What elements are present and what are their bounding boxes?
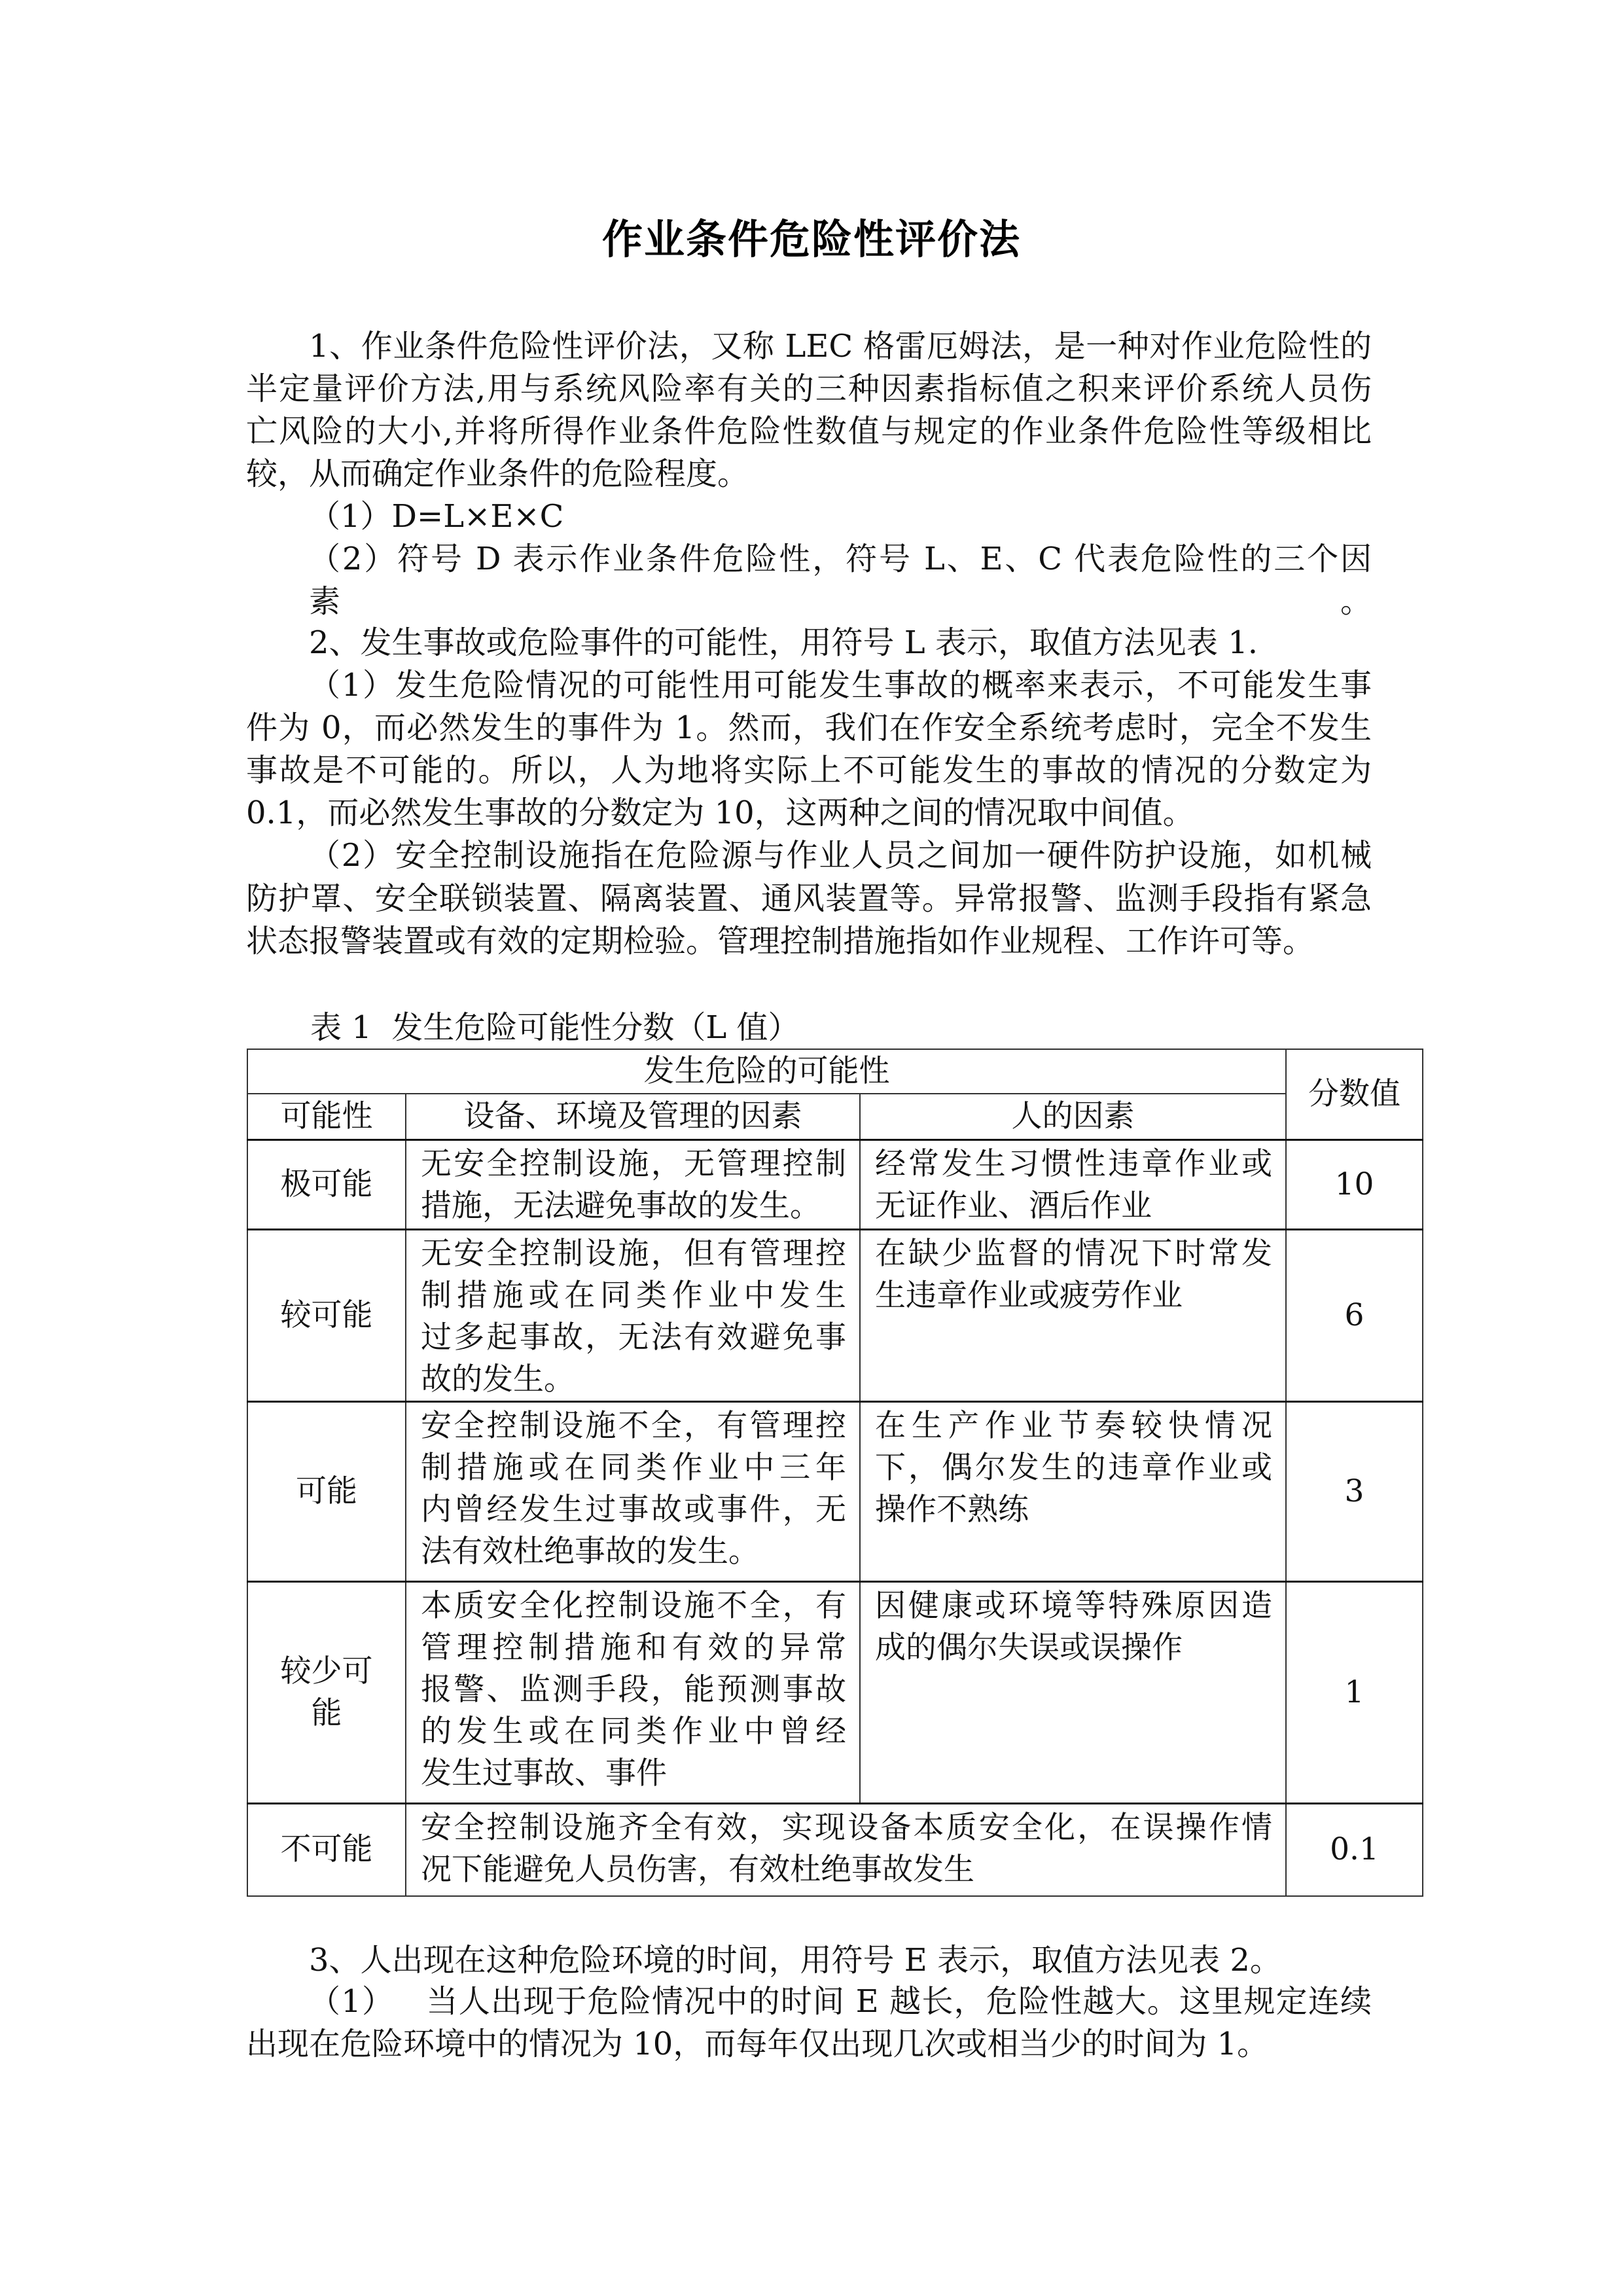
equipment-cell [406, 1229, 860, 1401]
human-cell [860, 1139, 1286, 1229]
formula-line: （1）D=L×E×C [309, 498, 564, 535]
cell-line: 管理控制措施和有效的异常 [421, 1629, 846, 1666]
equipment-cell [406, 1401, 860, 1581]
cell-line: 发生过事故、事件 [421, 1755, 667, 1791]
cell-line: 本质安全化控制设施不全，有 [421, 1587, 846, 1624]
score-cell [1286, 1139, 1423, 1229]
likelihood-label: 可能 [296, 1473, 357, 1509]
cell-line: 安全控制设施齐全有效，实现设备本质安全化，在误操作情 [421, 1809, 1272, 1846]
cell-line: 措施，无法避免事故的发生。 [421, 1187, 821, 1224]
score-cell [1286, 1581, 1423, 1803]
cell-line: 制措施或在同类作业中发生 [421, 1277, 846, 1314]
paragraph-line: 亡风险的大小,并将所得作业条件危险性数值与规定的作业条件危险性等级相比 [246, 413, 1372, 450]
cell-line: 无证作业、酒后作业 [875, 1187, 1152, 1224]
cell-line: 无安全控制设施，但有管理控 [421, 1235, 846, 1272]
paragraph-line: 半定量评价方法,用与系统风险率有关的三种因素指标值之积来评价系统人员伤 [246, 370, 1372, 407]
human-cell [860, 1581, 1286, 1803]
table-row [247, 1401, 1423, 1581]
score-value: 10 [1334, 1166, 1374, 1202]
header-score-label: 分数值 [1308, 1075, 1400, 1112]
likelihood-cell [247, 1139, 406, 1229]
score-value: 1 [1344, 1674, 1364, 1710]
cell-line: 在缺少监督的情况下时常发 [875, 1235, 1272, 1272]
cell-line: 制措施或在同类作业中三年 [421, 1449, 846, 1486]
human-cell [860, 1229, 1286, 1401]
cell-line: 因健康或环境等特殊原因造 [875, 1587, 1272, 1624]
paragraph-line: 防护罩、安全联锁装置、隔离装置、通风装置等。异常报警、监测手段指有紧急 [246, 880, 1372, 917]
paragraph-line: （2）安全控制设施指在危险源与作业人员之间加一硬件防护设施，如机械 [309, 837, 1372, 874]
column-header-equipment: 设备、环境及管理的因素 [463, 1098, 802, 1134]
score-cell [1286, 1803, 1423, 1896]
score-cell [1286, 1229, 1423, 1401]
score-value: 3 [1344, 1473, 1364, 1509]
table-row [247, 1803, 1423, 1896]
merged-description-cell [406, 1803, 1286, 1896]
likelihood-label: 不可能 [280, 1831, 373, 1868]
paragraph-line: （1） 当人出现于危险情况中的时间 E 越长，危险性越大。这里规定连续 [309, 1983, 1372, 2020]
header-group-cell [247, 1049, 1286, 1094]
paragraph-line: 较，从而确定作业条件的危险程度。 [246, 456, 749, 492]
cell-line: 法有效杜绝事故的发生。 [421, 1533, 759, 1570]
score-cell [1286, 1401, 1423, 1581]
table-row [247, 1581, 1423, 1803]
document-title: 作业条件危险性评价法 [601, 215, 1021, 263]
paragraph-line: 状态报警装置或有效的定期检验。管理控制措施指如作业规程、工作许可等。 [246, 923, 1315, 960]
likelihood-score-table [247, 1049, 1423, 1897]
cell-line: 操作不熟练 [875, 1491, 1029, 1528]
table-row [247, 1139, 1423, 1229]
paragraph-line: 件为 0，而必然发生的事件为 1。然而，我们在作安全系统考虑时，完全不发生 [246, 709, 1372, 746]
header-cell [860, 1094, 1286, 1139]
cell-line: 过多起事故，无法有效避免事 [421, 1319, 846, 1355]
table-caption: 表 1 发生危险可能性分数（L 值） [310, 1009, 800, 1046]
table-header-row [247, 1094, 1423, 1139]
likelihood-label: 能 [311, 1695, 342, 1731]
equipment-cell [406, 1581, 860, 1803]
table-header-row [247, 1049, 1423, 1094]
human-cell [860, 1401, 1286, 1581]
header-cell [247, 1094, 406, 1139]
cell-line: 成的偶尔失误或误操作 [875, 1629, 1183, 1666]
cell-line: 内曾经发生过事故或事件，无 [421, 1491, 846, 1528]
cell-line: 无安全控制设施，无管理控制 [421, 1145, 846, 1182]
paragraph-line: （1）发生危险情况的可能性用可能发生事故的概率来表示，不可能发生事 [309, 667, 1372, 704]
cell-line: 经常发生习惯性违章作业或 [875, 1145, 1272, 1182]
equipment-cell [406, 1139, 860, 1229]
likelihood-cell [247, 1581, 406, 1803]
likelihood-cell [247, 1401, 406, 1581]
paragraph-line: 3、人出现在这种危险环境的时间，用符号 E 表示，取值方法见表 2。 [309, 1942, 1281, 1979]
score-value: 0.1 [1330, 1831, 1379, 1868]
cell-line: 下，偶尔发生的违章作业或 [875, 1449, 1272, 1486]
header-cell [406, 1094, 860, 1139]
header-group-label: 发生危险的可能性 [643, 1053, 890, 1089]
cell-line: 安全控制设施不全，有管理控 [421, 1407, 846, 1444]
cell-line: 在生产作业节奏较快情况 [875, 1407, 1272, 1444]
column-header-likelihood: 可能性 [280, 1098, 373, 1134]
column-header-human: 人的因素 [1011, 1098, 1135, 1134]
paragraph-line: （2）符号 D 表示作业条件危险性，符号 L、E、C 代表危险性的三个因素。 [309, 541, 1372, 620]
likelihood-label: 极可能 [280, 1166, 373, 1202]
cell-line: 生违章作业或疲劳作业 [875, 1277, 1183, 1314]
paragraph-line: 1、作业条件危险性评价法，又称 LEC 格雷厄姆法，是一种对作业危险性的 [309, 328, 1372, 365]
cell-line: 故的发生。 [421, 1361, 575, 1397]
likelihood-label: 较可能 [280, 1297, 373, 1333]
cell-line: 的发生或在同类作业中曾经 [421, 1713, 846, 1749]
score-value: 6 [1344, 1297, 1364, 1333]
paragraph-line: 出现在危险环境中的情况为 10，而每年仅出现几次或相当少的时间为 1。 [246, 2026, 1269, 2062]
header-score-cell [1286, 1049, 1423, 1139]
paragraph-line: 事故是不可能的。所以，人为地将实际上不可能发生的事故的情况的分数定为 [246, 752, 1372, 789]
cell-line: 况下能避免人员伤害，有效杜绝事故发生 [421, 1851, 974, 1888]
paragraph-line: 2、发生事故或危险事件的可能性，用符号 L 表示，取值方法见表 1. [309, 624, 1258, 661]
cell-line: 报警、监测手段，能预测事故 [421, 1671, 846, 1708]
paragraph-line: 0.1，而必然发生事故的分数定为 10，这两种之间的情况取中间值。 [246, 795, 1194, 831]
likelihood-cell [247, 1229, 406, 1401]
likelihood-label: 较少可 [280, 1653, 373, 1689]
table-row [247, 1229, 1423, 1401]
likelihood-cell [247, 1803, 406, 1896]
